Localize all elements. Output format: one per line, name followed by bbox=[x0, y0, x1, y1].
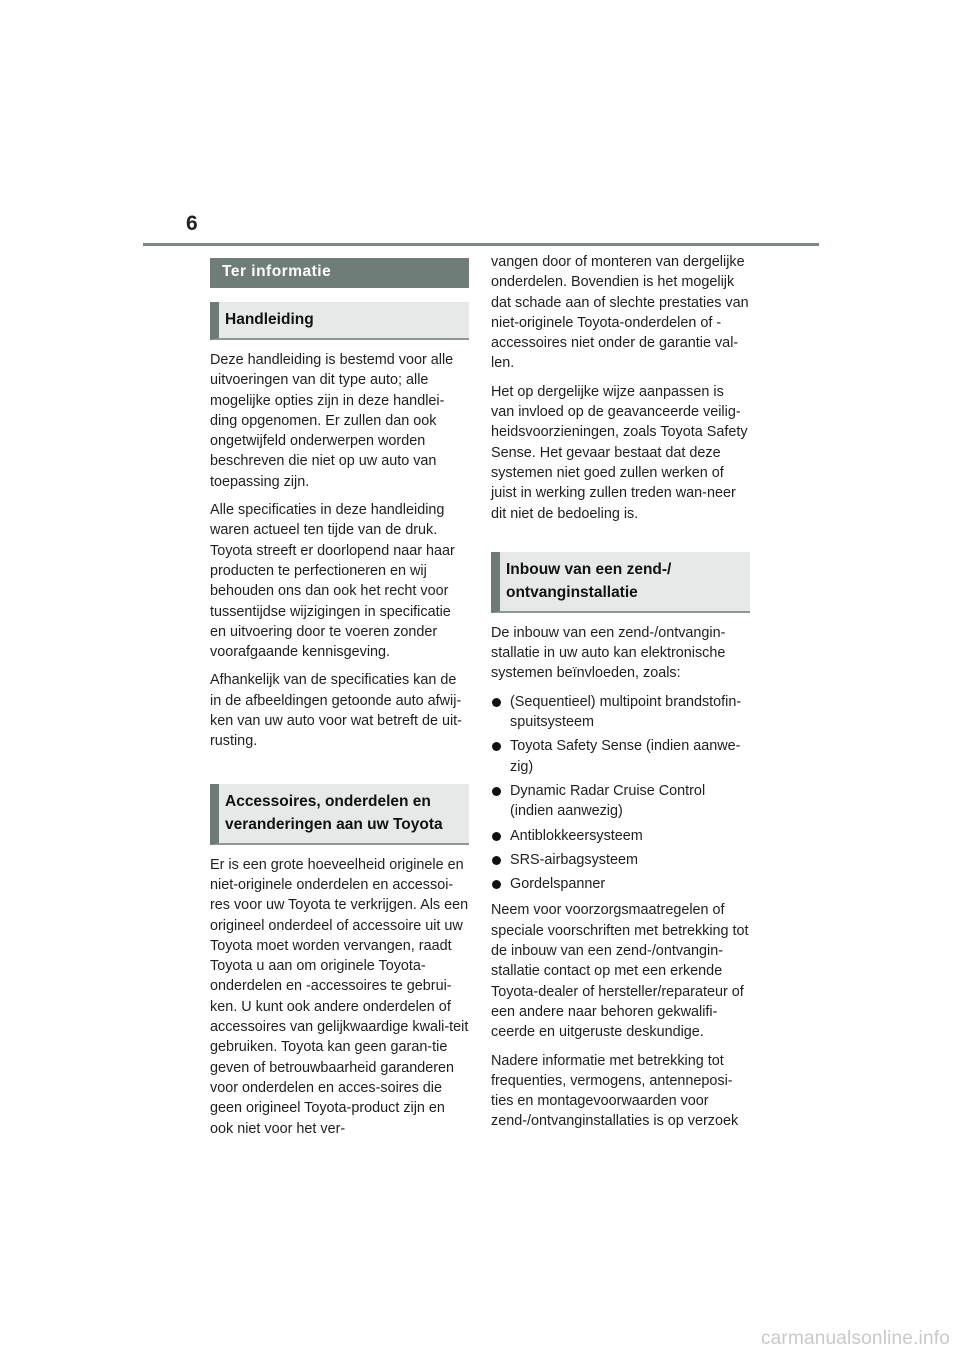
transmitter-heading: Inbouw van een zend-/ ontvanginstallatie bbox=[491, 552, 750, 613]
list-item-text: Gordelspanner bbox=[510, 876, 606, 893]
right-column bbox=[491, 252, 750, 1140]
affected-systems-list bbox=[491, 692, 750, 895]
list-item bbox=[491, 736, 750, 777]
page-number: 6 bbox=[186, 212, 198, 235]
list-item bbox=[491, 874, 750, 894]
left-column bbox=[210, 258, 469, 1147]
section-title-bar: Ter informatie bbox=[210, 258, 469, 288]
watermark-text: carmanualsonline.info bbox=[760, 1328, 950, 1349]
handleiding-heading: Handleiding bbox=[210, 302, 469, 340]
bullet-icon bbox=[492, 787, 501, 796]
list-item bbox=[491, 692, 750, 733]
list-item bbox=[491, 850, 750, 870]
manual-paragraph-2: Alle specificaties in deze handleiding waren actueel ten tijde van de druk. Toyota streeft er doorlopend naar haar producten te perfectioneren en wij behouden ons dan ook het recht voor tussentijdse wijzigingen in specificatie en uitvoering door te voeren zonder voorafgaande kennisgeving. bbox=[210, 502, 455, 661]
bullet-icon bbox=[492, 880, 501, 889]
manual-paragraph-1: Deze handleiding is bestemd voor alle uitvoeringen van dit type auto; alle mogelijke opties zijn in deze handlei-ding opgenomen. Er zullen dan ook ongetwijfeld onderwerpen worden beschreven die niet op uw auto van toepassing zijn. bbox=[210, 352, 454, 490]
accessories-continuation: vangen door of monteren van dergelijke onderdelen. Bovendien is het mogelijk dat schade aan of slechte prestaties van niet-originele Toyota-onderdelen of -accessoires niet onder de garantie val-len. bbox=[491, 254, 749, 372]
bullet-icon bbox=[492, 742, 501, 751]
list-item-text: (Sequentieel) multipoint brandstofin-spuitsysteem bbox=[510, 693, 742, 731]
transmitter-intro: De inbouw van een zend-/ontvangin-stallatie in uw auto kan elektronische systemen beïnvloeden, zoals: bbox=[491, 624, 726, 682]
transmitter-info-paragraph: Nadere informatie met betrekking tot frequenties, vermogens, antenneposi-ties en montagevoorwaarden voor zend-/ontvanginstallaties is op verzoek bbox=[491, 1052, 739, 1130]
bullet-icon bbox=[492, 856, 501, 865]
bullet-icon bbox=[492, 832, 501, 841]
list-item-text: Toyota Safety Sense (indien aanwe-zig) bbox=[510, 738, 741, 775]
list-item bbox=[491, 826, 750, 846]
transmitter-dealer-paragraph: Neem voor voorzorgsmaatregelen of speciale voorschriften met betrekking tot de inbouw van een zend-/ontvangin-stallatie contact op met een erkende Toyota-dealer of hersteller/reparateur of een andere naar behoren gekwalifi-ceerde en uitgeruste deskundige. bbox=[491, 902, 749, 1041]
bullet-icon bbox=[492, 698, 501, 707]
accessories-heading: Accessoires, onderdelen en veranderingen aan uw Toyota bbox=[210, 784, 469, 845]
safety-paragraph: Het op dergelijke wijze aanpassen is van invloed op de geavanceerde veilig-heidsvoorzieningen, zoals Toyota Safety Sense. Het gevaar bestaat dat deze systemen niet goed zullen werken of juist in werking zullen treden wan-neer dit niet de bedoeling is. bbox=[491, 383, 748, 522]
list-item-text: Dynamic Radar Cruise Control (indien aanwezig) bbox=[510, 782, 706, 820]
list-item bbox=[491, 781, 750, 822]
manual-paragraph-3: Afhankelijk van de specificaties kan de in de afbeeldingen getoonde auto afwij-ken van uw auto voor wat betreft de uit-rusting. bbox=[210, 672, 462, 750]
list-item-text: SRS-airbagsysteem bbox=[510, 851, 638, 868]
list-item-text: Antiblokkeersysteem bbox=[510, 827, 643, 844]
header-rule bbox=[143, 243, 819, 246]
accessories-paragraph: Er is een grote hoeveelheid originele en niet-originele onderdelen en accessoi-res voor uw Toyota te verkrijgen. Als een origineel onderdeel of accessoire uit uw Toyota moet worden vervangen, raadt Toyota u aan om originele Toyota-onderdelen en -accessoires te gebrui-ken. U kunt ook andere onderdelen of accessoires van gelijkwaardige kwali-teit gebruiken. Toyota kan geen garan-tie geven of betrouwbaarheid garanderen voor onderdelen en acces-soires die geen origineel Toyota-product zijn en ook niet voor het ver- bbox=[210, 856, 469, 1137]
